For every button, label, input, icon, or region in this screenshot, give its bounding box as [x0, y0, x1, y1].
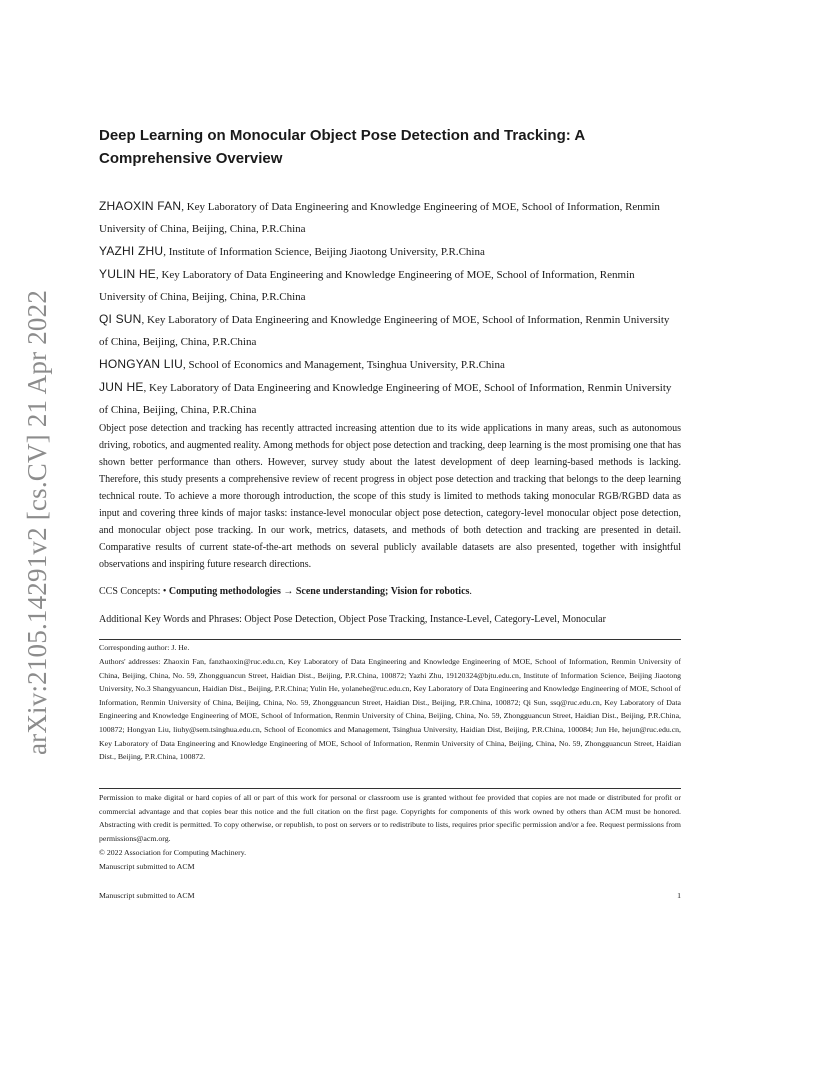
author-name: QI SUN	[99, 312, 142, 326]
author-affiliation: Institute of Information Science, Beijing Jiaotong University, P.R.China	[168, 246, 485, 258]
author-addresses: Authors' addresses: Zhaoxin Fan, fanzhaoxin@ruc.edu.cn, Key Laboratory of Data Engineering and Knowledge Engineering of MOE, School of Information, Renmin University of China, Beijing, China, No. 59, Zhongguancun Street, Haidian Dist., Beijing, P.R.China, 100872; Yazhi Zhu, 19120324@bjtu.edu.cn, Institute of Information Science, Beijing Jiaotong University, No.3 Shangyuancun, Haidian Dist., Beijing, P.R.China; Yulin He, yolanehe@ruc.edu.cn, Key Laboratory of Data Engineering and Knowledge Engineering of MOE, School of Information, Renmin University of China, Beijing, China, No. 59, Zhongguancun Street, Haidian Dist., Beijing, P.R.China, 100872; Qi Sun, ssq@ruc.edu.cn, Key Laboratory of Data Engineering and Knowledge Engineering of MOE, School of Information, Renmin University of China, Beijing, China, No. 59, Zhongguancun Street, Haidian Dist., Beijing, P.R.China, 100872; Hongyan Liu, liuhy@sem.tsinghua.edu.cn, School of Economics and Management, Tsinghua University, Haidian Dist, Beijing, P.R.China, 100084; Jun He, hejun@ruc.edu.cn, Key Laboratory of Data Engineering and Knowledge Engineering of MOE, School of Information, Renmin University of China, Beijing, China, No. 59, Zhongguancun Street, Haidian Dist., Beijing, P.R.China, 100872.	[99, 657, 681, 762]
arxiv-identifier	[18, 288, 58, 756]
author-entry: JUN HE, Key Laboratory of Data Engineering and Knowledge Engineering of MOE, School of Information, Renmin University of China, Beijing, China, P.R.China	[99, 380, 672, 416]
corresponding-author-note: Corresponding author: J. He.	[99, 643, 190, 652]
ccs-concept: Computing methodologies → Scene understanding; Vision for robotics	[168, 586, 470, 597]
page-footer-venue: Manuscript submitted to ACM	[99, 891, 195, 900]
author-entry: YULIN HE, Key Laboratory of Data Engineering and Knowledge Engineering of MOE, School of Information, Renmin University of China, Beijing, China, P.R.China	[99, 267, 635, 303]
author-affiliation: Key Laboratory of Data Engineering and Knowledge Engineering of MOE, School of Information, Renmin University of China, Beijing, China, P.R.China	[99, 269, 635, 303]
author-affiliation: Key Laboratory of Data Engineering and Knowledge Engineering of MOE, School of Information, Renmin University of China, Beijing, China, P.R.China	[99, 382, 672, 416]
author-entry: YAZHI ZHU, Institute of Information Science, Beijing Jiaotong University, P.R.China	[99, 244, 485, 258]
footnote-divider	[99, 639, 681, 640]
author-name: YULIN HE	[99, 267, 156, 281]
ccs-end: .	[469, 586, 472, 597]
author-name: ZHAOXIN FAN	[99, 199, 182, 213]
author-affiliation: Key Laboratory of Data Engineering and Knowledge Engineering of MOE, School of Information, Renmin University of China, Beijing, China, P.R.China	[99, 314, 670, 348]
author-name: YAZHI ZHU	[99, 244, 164, 258]
author-name: JUN HE	[99, 380, 144, 394]
author-affiliation: School of Economics and Management, Tsinghua University, P.R.China	[188, 359, 505, 371]
author-list	[99, 195, 681, 421]
author-entry: HONGYAN LIU, School of Economics and Management, Tsinghua University, P.R.China	[99, 357, 505, 371]
author-name: HONGYAN LIU	[99, 357, 183, 371]
author-affiliation: Key Laboratory of Data Engineering and Knowledge Engineering of MOE, School of Information, Renmin University of China, Beijing, China, P.R.China	[99, 201, 660, 235]
copyright-notice: © 2022 Association for Computing Machinery.	[99, 848, 247, 857]
permission-divider	[99, 788, 681, 789]
keywords: Additional Key Words and Phrases: Object Pose Detection, Object Pose Tracking, Instance-Level, Category-Level, Monocular	[99, 614, 606, 625]
ccs-concepts	[99, 584, 681, 600]
paper-title: Deep Learning on Monocular Object Pose Detection and Tracking: A Comprehensive Overview	[99, 127, 585, 167]
permission-notice: Permission to make digital or hard copies of all or part of this work for personal or classroom use is granted without fee provided that copies are not made or distributed for profit or commercial advantage and that copies bear this notice and the full citation on the first page. Copyrights for components of this work owned by others than ACM must be honored. Abstracting with credit is permitted. To copy otherwise, or republish, to post on servers or to redistribute to lists, requires prior specific permission and/or a fee. Request permissions from permissions@acm.org.	[99, 793, 681, 843]
ccs-label: CCS Concepts: •	[99, 586, 169, 597]
page-number: 1	[677, 891, 681, 900]
author-entry: QI SUN, Key Laboratory of Data Engineering and Knowledge Engineering of MOE, School of Information, Renmin University of China, Beijing, China, P.R.China	[99, 312, 670, 348]
arxiv-identifier-text: arXiv:2105.14291v2 [cs.CV] 21 Apr 2022	[22, 289, 53, 755]
author-entry: ZHAOXIN FAN, Key Laboratory of Data Engineering and Knowledge Engineering of MOE, School of Information, Renmin University of China, Beijing, China, P.R.China	[99, 199, 660, 235]
manuscript-note: Manuscript submitted to ACM	[99, 862, 195, 871]
abstract: Object pose detection and tracking has recently attracted increasing attention due to its wide applications in many areas, such as autonomous driving, robotics, and augmented reality. Among methods for object pose detection and tracking, deep learning is the most promising one that has shown better performance than others. However, survey study about the latest development of deep learning-based methods is lacking. Therefore, this study presents a comprehensive review of recent progress in object pose detection and tracking that belongs to the deep learning technical route. To achieve a more thorough introduction, the scope of this study is limited to methods taking monocular RGB/RGBD data as input and covering three kinds of major tasks: instance-level monocular object pose detection, category-level monocular object pose detection, and monocular object pose tracking. In our work, metrics, datasets, and methods of both detection and tracking are presented in detail. Comparative results of current state-of-the-art methods on several publicly available datasets are also presented, together with insightful observations and inspiring future research directions.	[99, 423, 681, 570]
